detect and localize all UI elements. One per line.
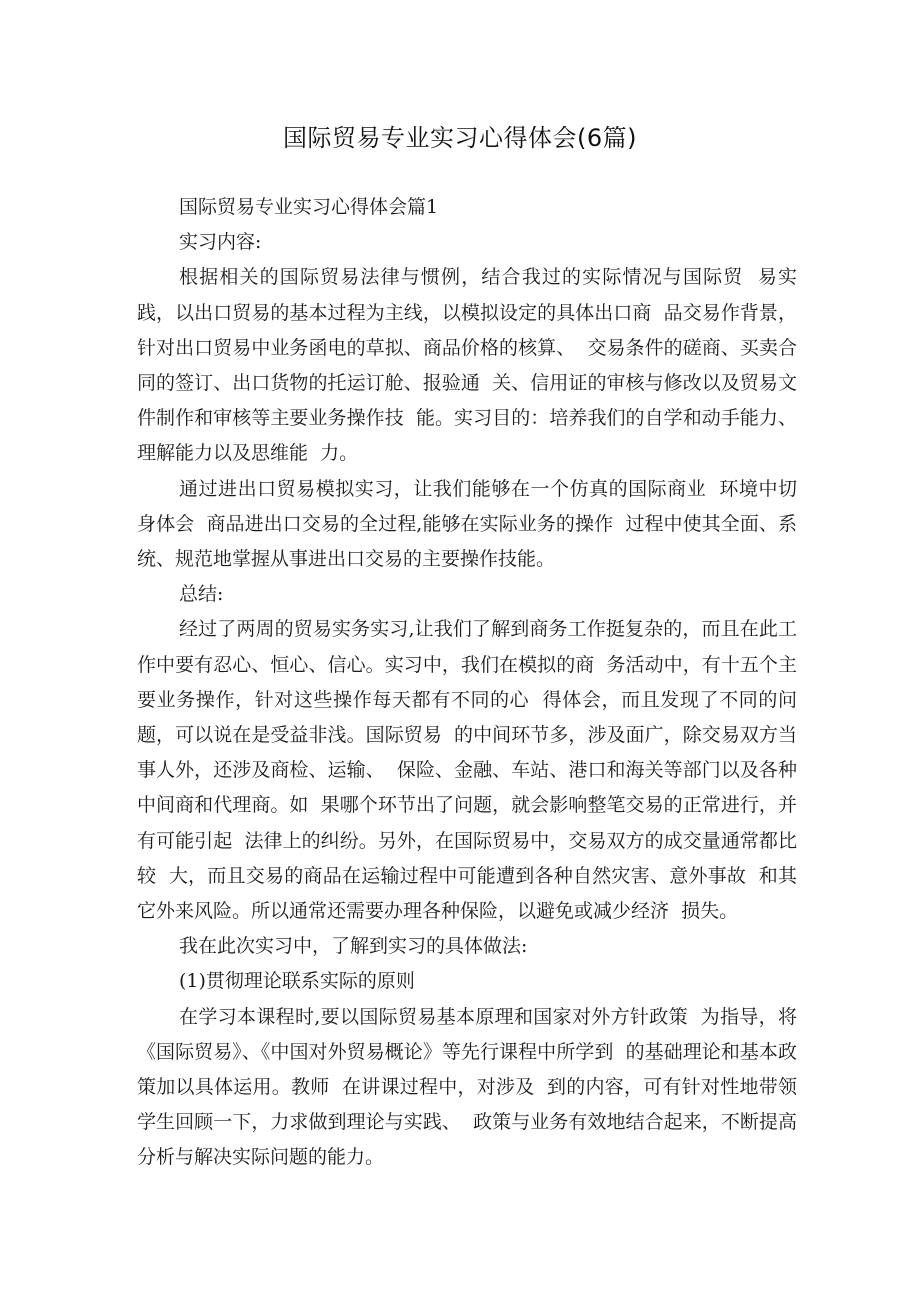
paragraph-summary: 经过了两周的贸易实务实习,让我们了解到商务工作挺复杂的，而且在此工作中要有忍心、恒心、信心。实习中，我们在模拟的商 务活动中，有十五个主要业务操作，针对这些操作每天都有不同的心 得体会，而且发现了不同的问题，可以说在是受益非浅。国际贸易 的中间环节多，涉及面广，除交易双方当事人外，还涉及商检、运输、 保险、金融、车站、港口和海关等部门以及各种中间商和代理商。如 果哪个环节出了问题，就会影响整笔交易的正常进行，并有可能引起 法律上的纠纷。另外，在国际贸易中，交易双方的成交量通常都比较 大，而且交易的商品在运输过程中可能遭到各种自然灾害、意外事故 和其它外来风险。所以通常还需要办理各种保险，以避免或减少经济 损失。 xyxy=(137,618,797,923)
paragraph-simulation: 通过进出口贸易模拟实习，让我们能够在一个仿真的国际商业 环境中切身体会 商品进出口交易的全过程,能够在实际业务的操作 过程中使其全面、系统、规范地掌握从事进出口交易的主要操作技能。 xyxy=(137,477,797,571)
section-heading: 国际贸易专业实习心得体会篇1 xyxy=(179,196,439,218)
paragraph-method-intro: 我在此次实习中，了解到实习的具体做法: xyxy=(179,935,528,958)
document-body xyxy=(137,190,797,1176)
paragraph-content: 根据相关的国际贸易法律与惯例，结合我过的实际情况与国际贸 易实践，以出口贸易的基本过程为主线，以模拟设定的具体出口商 品交易作背景，针对出口贸易中业务函电的草拟、商品价格的核算、 交易条件的磋商、买卖合同的签订、出口货物的托运订舱、报验通 关、信用证的审核与修改以及贸易文件制作和审核等主要业务操作技 能。实习目的：培养我们的自学和动手能力、理解能力以及思维能 力。 xyxy=(137,266,797,465)
paragraph-principle-1: 在学习本课程时,要以国际贸易基本原理和国家对外方针政策 为指导，将《国际贸易》、《中国对外贸易概论》等先行课程中所学到 的基础理论和基本政策加以具体运用。教师 在讲课过程中，对涉及 到的内容，可有针对性地带领学生回顾一下，力求做到理论与实践、 政策与业务有效地结合起来，不断提高分析与解决实际问题的能力。 xyxy=(137,1005,797,1169)
subheading-content: 实习内容: xyxy=(179,231,262,254)
list-item-principle-1: (1)贯彻理论联系实际的原则 xyxy=(179,970,415,993)
subheading-summary: 总结: xyxy=(179,583,224,606)
document-title: 国际贸易专业实习心得体会(6篇) xyxy=(283,124,637,152)
